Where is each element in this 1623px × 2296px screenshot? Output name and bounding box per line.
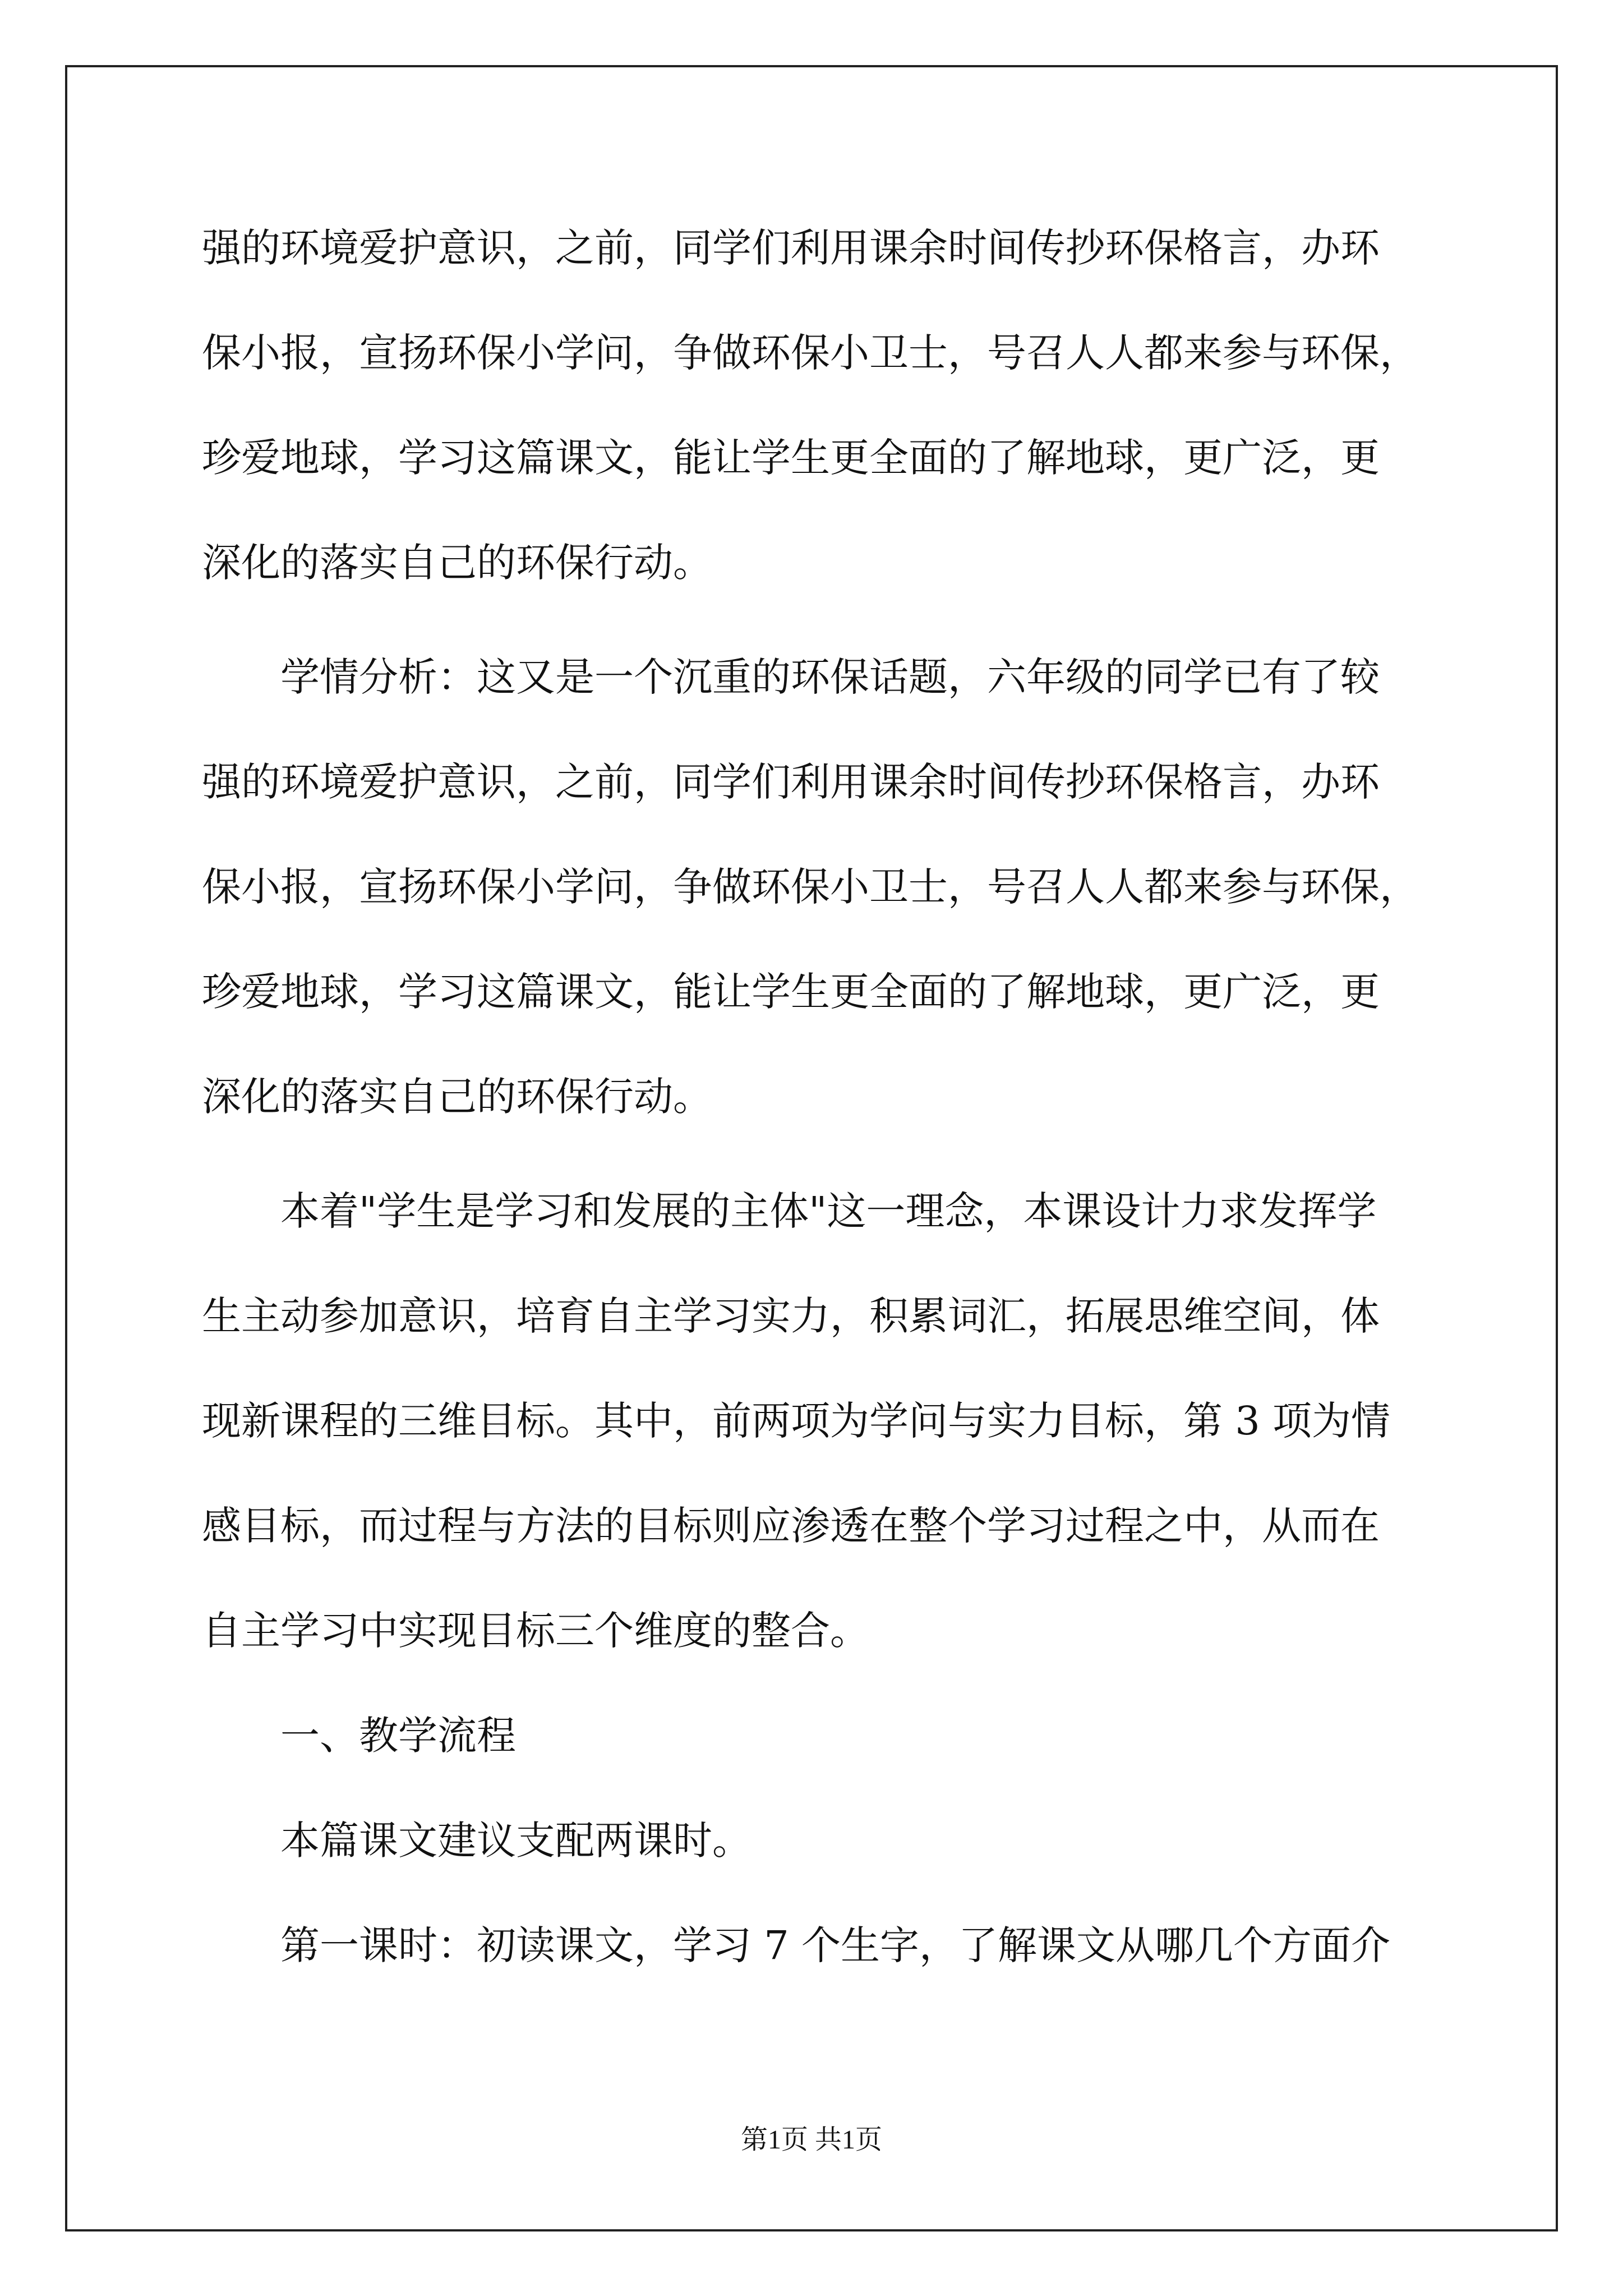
body-line-9: 深化的落实自己的环保行动。 — [202, 1074, 712, 1120]
body-line-7: 保小报，宣扬环保小学问，争做环保小卫士，号召人人都来参与环保， — [202, 864, 1419, 910]
body-line-3: 珍爱地球，学习这篇课文，能让学生更全面的了解地球，更广泛，更 — [202, 435, 1380, 481]
body-line-6: 强的环境爱护意识，之前，同学们利用课余时间传抄环保格言，办环 — [202, 759, 1380, 805]
body-line-2: 保小报，宣扬环保小学问，争做环保小卫士，号召人人都来参与环保， — [202, 330, 1419, 376]
body-line-1: 强的环境爱护意识，之前，同学们利用课余时间传抄环保格言，办环 — [202, 225, 1380, 271]
body-line-12: 现新课程的三维目标。其中，前两项为学问与实力目标，第 3 项为情 — [202, 1398, 1391, 1444]
body-line-11: 生主动参加意识，培育自主学习实力，积累词汇，拓展思维空间，体 — [202, 1293, 1380, 1339]
page-border — [65, 65, 1558, 2231]
page-number-footer: 第1页 共1页 — [740, 2125, 882, 2155]
body-line-16: 本篇课文建议支配两课时。 — [280, 1818, 751, 1864]
body-line-17: 第一课时：初读课文，学习 7 个生字，了解课文从哪几个方面介 — [280, 1922, 1391, 1968]
body-line-4: 深化的落实自己的环保行动。 — [202, 540, 712, 586]
body-line-10: 本着"学生是学习和发展的主体"这一理念，本课设计力求发挥学 — [280, 1188, 1377, 1234]
body-line-5: 学情分析：这又是一个沉重的环保话题，六年级的同学已有了较 — [280, 654, 1380, 700]
body-line-14: 自主学习中实现目标三个维度的整合。 — [202, 1608, 869, 1654]
body-line-8: 珍爱地球，学习这篇课文，能让学生更全面的了解地球，更广泛，更 — [202, 969, 1380, 1015]
body-line-13: 感目标，而过程与方法的目标则应渗透在整个学习过程之中，从而在 — [202, 1503, 1380, 1549]
section-heading: 一、教学流程 — [280, 1713, 516, 1759]
